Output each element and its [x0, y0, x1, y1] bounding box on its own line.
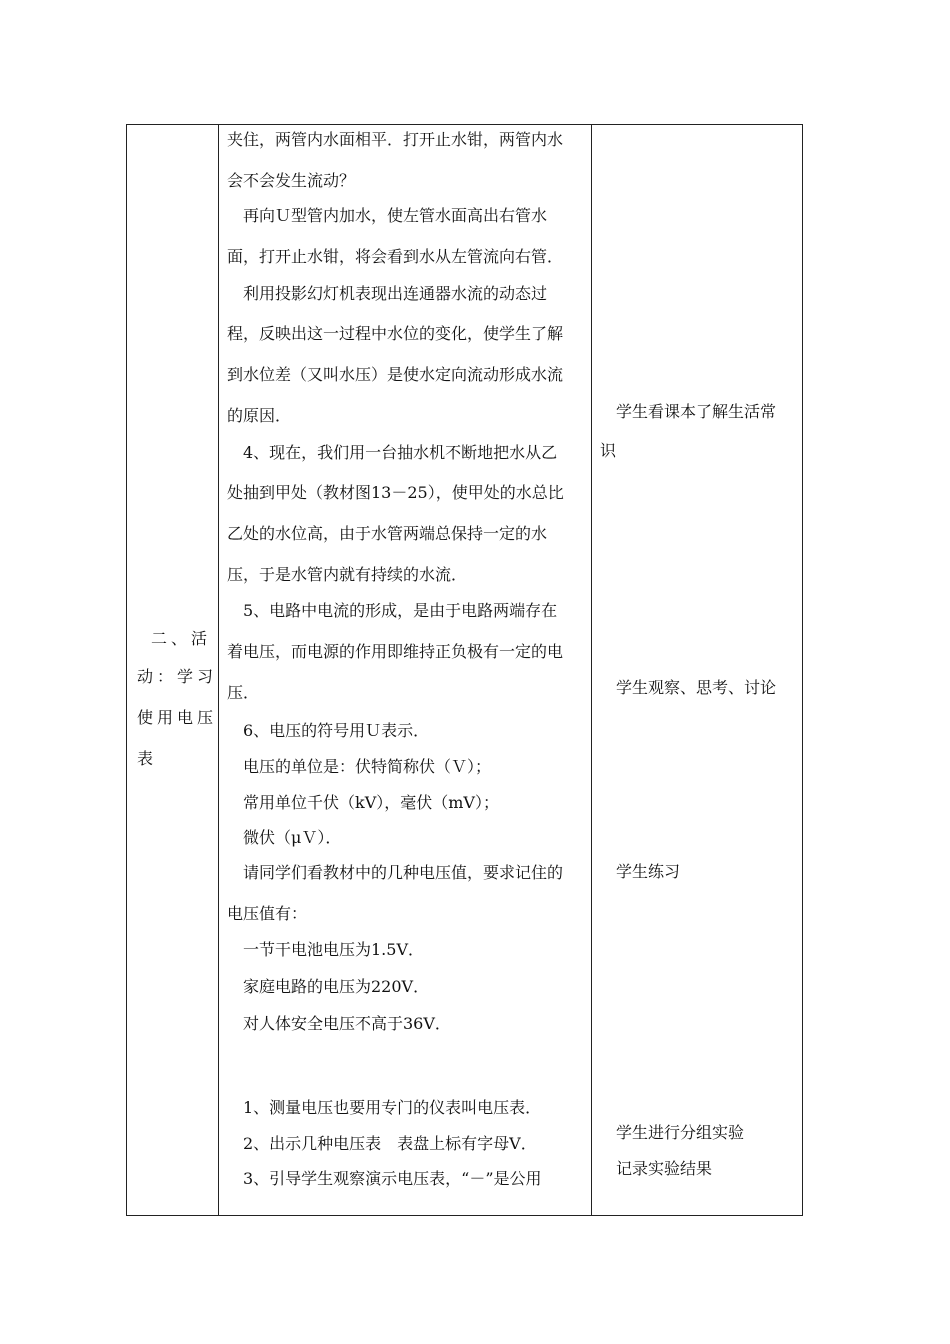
student-line: 学生进行分组实验 [616, 1123, 745, 1142]
teacher-line: 1、测量电压也要用专门的仪表叫电压表． [243, 1098, 542, 1117]
section-cell [127, 125, 218, 1215]
student-line: 学生练习 [616, 862, 681, 881]
section-line: 动：学习 [137, 667, 218, 686]
teacher-line: 的原因． [227, 406, 292, 425]
section-line: 使用电压 [137, 708, 218, 727]
teacher-line: 会不会发生流动？ [227, 171, 356, 190]
student-line: 学生看课本了解生活常 [616, 402, 777, 421]
student-cell [591, 125, 804, 1215]
teacher-line: 着电压，而电源的作用即维持正负极有一定的电 [227, 642, 564, 661]
teacher-line: 家庭电路的电压为220V． [243, 977, 430, 996]
teacher-line: 再向Ｕ型管内加水，使左管水面高出右管水 [243, 206, 548, 225]
teacher-line: 微伏（μＶ）． [243, 828, 342, 847]
teacher-cell [218, 125, 591, 1215]
teacher-line: 2、出示几种电压表 表盘上标有字母V． [243, 1134, 537, 1153]
teacher-line: 6、电压的符号用Ｕ表示． [243, 721, 430, 740]
student-line: 学生观察、思考、讨论 [616, 678, 777, 697]
teacher-line: 压． [227, 683, 260, 702]
teacher-line: 面，打开止水钳，将会看到水从左管流向右管． [227, 247, 564, 266]
teacher-line: 4、现在，我们用一台抽水机不断地把水从乙 [243, 443, 558, 462]
teacher-line: 压，于是水管内就有持续的水流． [227, 565, 468, 584]
teacher-line: 处抽到甲处（教材图13－25），使甲处的水总比 [227, 483, 564, 502]
student-line: 识 [600, 441, 617, 460]
teacher-line: 乙处的水位高，由于水管两端总保持一定的水 [227, 524, 548, 543]
teacher-line: 对人体安全电压不高于36V． [243, 1014, 451, 1033]
teacher-line: 到水位差（又叫水压）是使水定向流动形成水流 [227, 365, 564, 384]
teacher-line: 利用投影幻灯机表现出连通器水流的动态过 [243, 284, 548, 303]
teacher-line: 电压的单位是：伏特简称伏（Ｖ）； [243, 757, 492, 776]
teacher-line: 请同学们看教材中的几种电压值，要求记住的 [243, 863, 564, 882]
teacher-line: 电压值有： [227, 904, 308, 923]
teacher-line: 5、电路中电流的形成，是由于电路两端存在 [243, 601, 558, 620]
teacher-line: 3、引导学生观察演示电压表，“－”是公用 [243, 1169, 542, 1188]
student-line: 记录实验结果 [616, 1159, 713, 1178]
lesson-table [126, 124, 803, 1216]
section-line: 表 [137, 749, 158, 768]
teacher-line: 一节干电池电压为1.5V． [243, 940, 425, 959]
section-line: 二、活 [151, 629, 212, 648]
teacher-line: 常用单位千伏（kV），毫伏（mV）； [243, 793, 499, 812]
teacher-line: 程，反映出这一过程中水位的变化，使学生了解 [227, 324, 564, 343]
teacher-line: 夹住，两管内水面相平．打开止水钳，两管内水 [227, 130, 564, 149]
